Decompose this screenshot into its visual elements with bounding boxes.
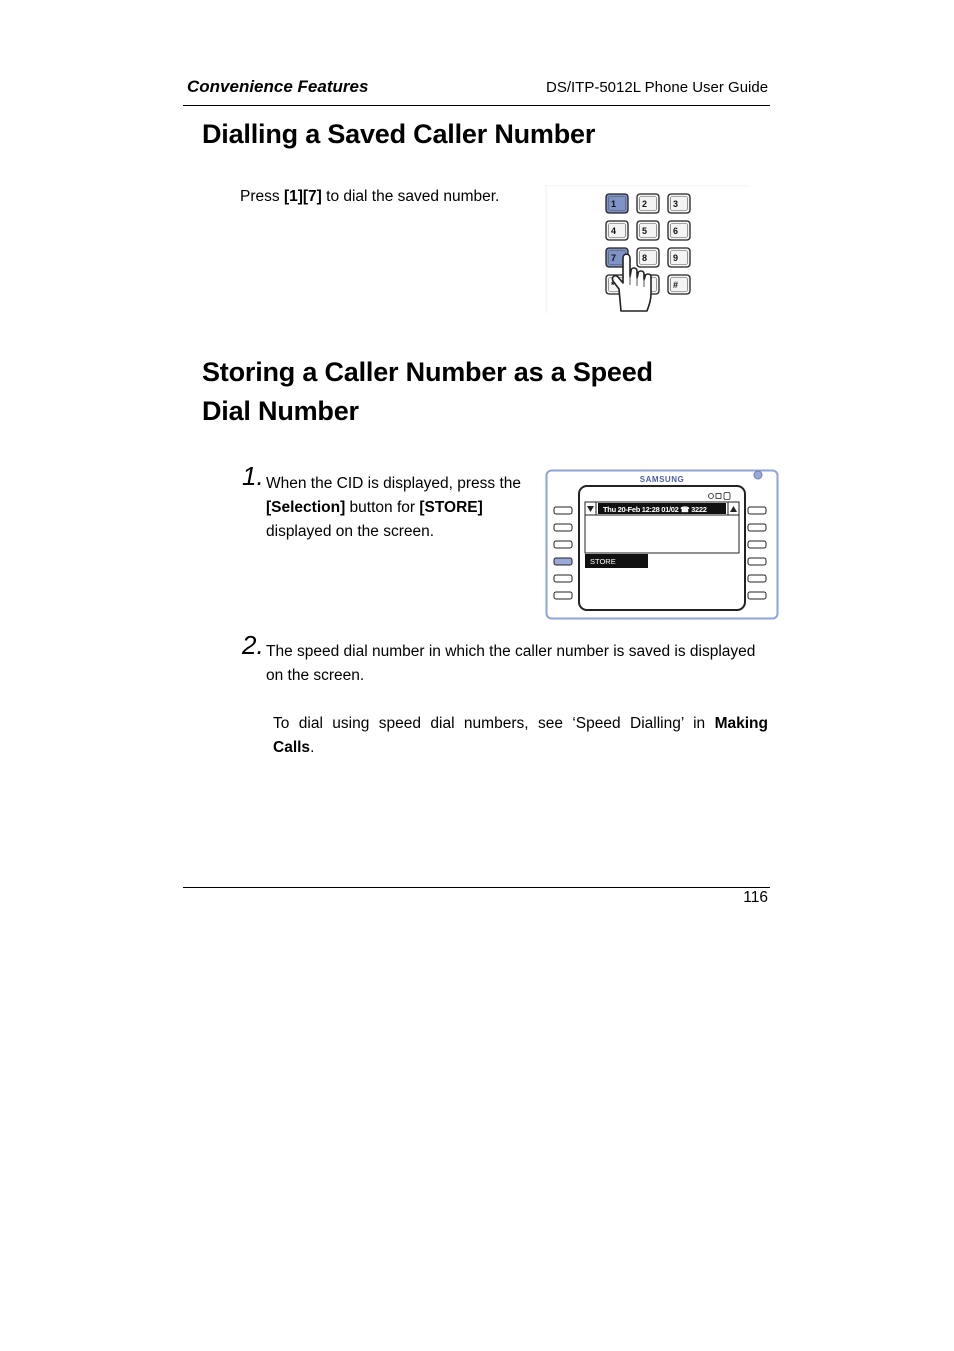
speed-dial-note: To dial using speed dial numbers, see ‘Speed Dialling’ in Making Calls. (273, 715, 768, 756)
keypad-key-label: 8 (642, 253, 648, 263)
footer-rule (183, 887, 770, 888)
left-selection-button-6[interactable] (554, 592, 572, 599)
keypad-key-label: 5 (642, 226, 648, 236)
section-title-dialling: Dialling a Saved Caller Number (202, 119, 596, 149)
keypad-illustration (545, 185, 750, 313)
left-selection-button-4[interactable] (554, 558, 572, 565)
keypad-key-label: 1 (611, 199, 617, 209)
left-selection-button-3[interactable] (554, 541, 572, 548)
page-number: 116 (743, 889, 768, 906)
header-rule (183, 105, 770, 106)
brand-logo: SAMSUNG (639, 475, 685, 484)
phone-display-illustration (545, 469, 779, 620)
keypad-key-label: 2 (642, 199, 648, 209)
section-title-storing: Storing a Caller Number as a Speed Dial Number (202, 357, 653, 426)
lcd-status-line: Thu 20-Feb 12:28 01/02 ☎ 3222 (603, 505, 707, 514)
right-selection-button-2[interactable] (748, 524, 766, 531)
left-selection-button-1[interactable] (554, 507, 572, 514)
running-header-section: Convenience Features (187, 77, 369, 96)
right-selection-button-4[interactable] (748, 558, 766, 565)
step-number: 1. (242, 461, 264, 491)
right-selection-button-3[interactable] (748, 541, 766, 548)
keypad-key-label: 7 (611, 253, 617, 263)
indicator-led (754, 471, 762, 479)
dial-instruction: Press [1][7] to dial the saved number. (240, 188, 500, 205)
step-2-text: The speed dial number in which the caller number is saved is displayed on the screen. (266, 643, 756, 684)
left-selection-button-2[interactable] (554, 524, 572, 531)
keypad-key-label: 3 (673, 199, 679, 209)
keypad-key-label: 6 (673, 226, 679, 236)
right-selection-button-5[interactable] (748, 575, 766, 582)
keypad-key-label: 4 (611, 226, 617, 236)
left-selection-button-5[interactable] (554, 575, 572, 582)
step-number: 2. (242, 630, 264, 660)
lcd-menu-label: STORE (590, 557, 616, 566)
right-selection-button-1[interactable] (748, 507, 766, 514)
step-1-text: When the CID is displayed, press the [Selection] button for [STORE] displayed on the screen. (266, 475, 522, 540)
right-selection-button-6[interactable] (748, 592, 766, 599)
running-header-guide-title: DS/ITP-5012L Phone User Guide (546, 79, 769, 96)
keypad-key-label: 9 (673, 253, 679, 263)
keypad-key-label: # (673, 280, 679, 290)
step-2 (242, 630, 264, 662)
step-1 (242, 461, 264, 493)
keypad-key-label: * (611, 280, 615, 290)
